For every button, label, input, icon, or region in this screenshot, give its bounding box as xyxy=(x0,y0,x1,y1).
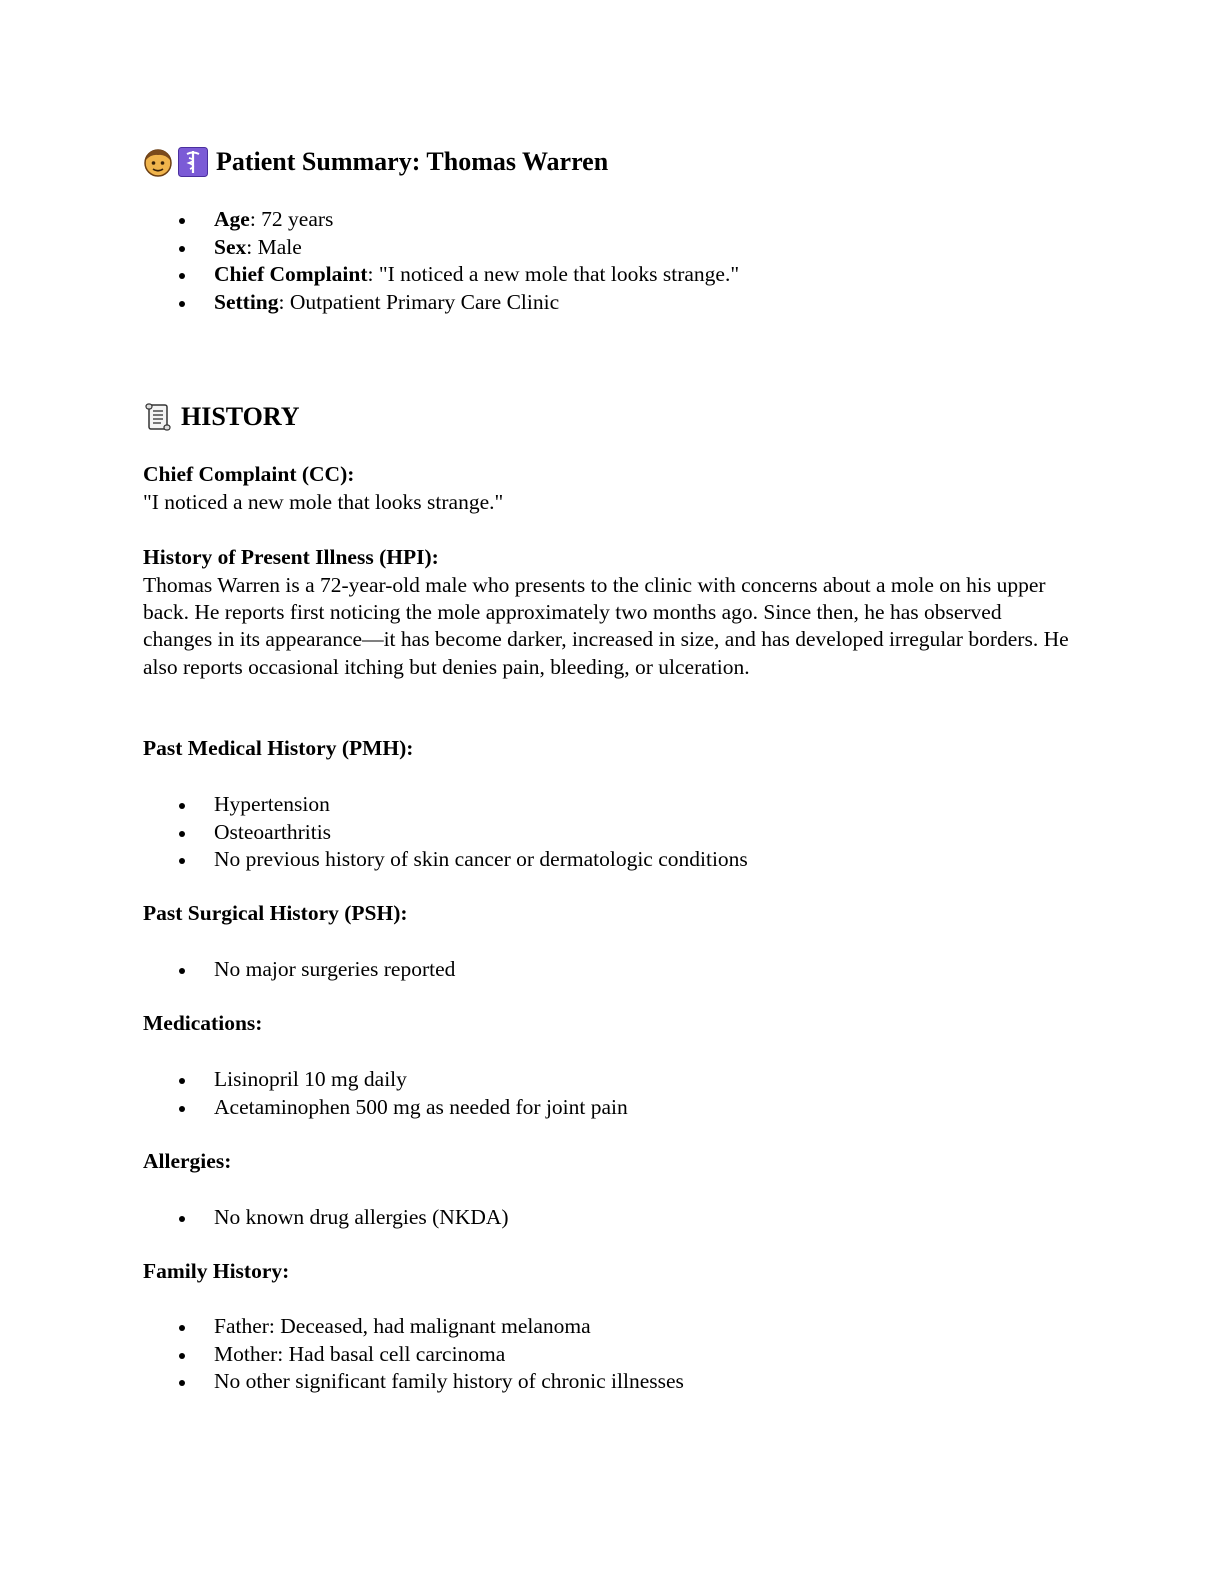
list-item: Acetaminophen 500 mg as needed for joint pain xyxy=(143,1094,628,1122)
list-item xyxy=(143,261,739,289)
list-item: Father: Deceased, had malignant melanoma xyxy=(143,1313,684,1341)
summary-label-setting: Setting xyxy=(214,289,279,314)
hpi-text: Thomas Warren is a 72-year-old male who presents to the clinic with concerns about a mole on his upper back. He reports first noticing the mole approximately two months ago. Since then, he has observed changes in its appearance—it has become darker, increased in size, and has developed irregular borders. He also reports occasional itching but denies pain, bleeding, or ulceration. xyxy=(143,573,1069,679)
family-history-heading: Family History: xyxy=(143,1259,290,1283)
list-item xyxy=(143,289,739,317)
hpi-heading: History of Present Illness (HPI): xyxy=(143,545,439,569)
scroll-icon xyxy=(143,402,173,432)
pmh-heading: Past Medical History (PMH): xyxy=(143,736,414,760)
list-item xyxy=(143,234,739,262)
medications-list xyxy=(143,1066,628,1121)
page-title xyxy=(143,144,608,180)
medical-symbol-icon xyxy=(178,147,208,177)
list-item: No previous history of skin cancer or dermatologic conditions xyxy=(143,846,748,874)
list-item xyxy=(143,206,739,234)
pmh-list xyxy=(143,791,748,874)
history-section-heading xyxy=(143,399,300,435)
list-item: Hypertension xyxy=(143,791,748,819)
list-item: No major surgeries reported xyxy=(143,956,455,984)
summary-value-sex: : Male xyxy=(246,234,302,259)
summary-label-sex: Sex xyxy=(214,234,247,259)
list-item: Osteoarthritis xyxy=(143,819,748,847)
cc-text: "I noticed a new mole that looks strange." xyxy=(143,490,504,514)
psh-heading: Past Surgical History (PSH): xyxy=(143,901,408,925)
summary-value-chief-complaint: : "I noticed a new mole that looks strange." xyxy=(367,262,740,286)
cc-heading: Chief Complaint (CC): xyxy=(143,462,355,486)
list-item: No other significant family history of chronic illnesses xyxy=(143,1368,684,1396)
boy-face-icon xyxy=(143,147,173,177)
history-heading-text: HISTORY xyxy=(181,402,300,431)
summary-list xyxy=(143,206,739,316)
medications-heading: Medications: xyxy=(143,1011,263,1035)
summary-label-chief-complaint: Chief Complaint xyxy=(214,262,368,286)
family-history-list xyxy=(143,1313,684,1396)
summary-label-age: Age xyxy=(214,207,250,231)
list-item: No known drug allergies (NKDA) xyxy=(143,1204,509,1232)
summary-value-setting: : Outpatient Primary Care Clinic xyxy=(278,289,560,314)
allergies-list xyxy=(143,1204,509,1232)
allergies-heading: Allergies: xyxy=(143,1149,232,1173)
summary-value-age: : 72 years xyxy=(249,207,334,231)
psh-list xyxy=(143,956,455,984)
list-item: Lisinopril 10 mg daily xyxy=(143,1066,628,1094)
list-item: Mother: Had basal cell carcinoma xyxy=(143,1341,684,1369)
page-title-text: Patient Summary: Thomas Warren xyxy=(216,147,609,176)
